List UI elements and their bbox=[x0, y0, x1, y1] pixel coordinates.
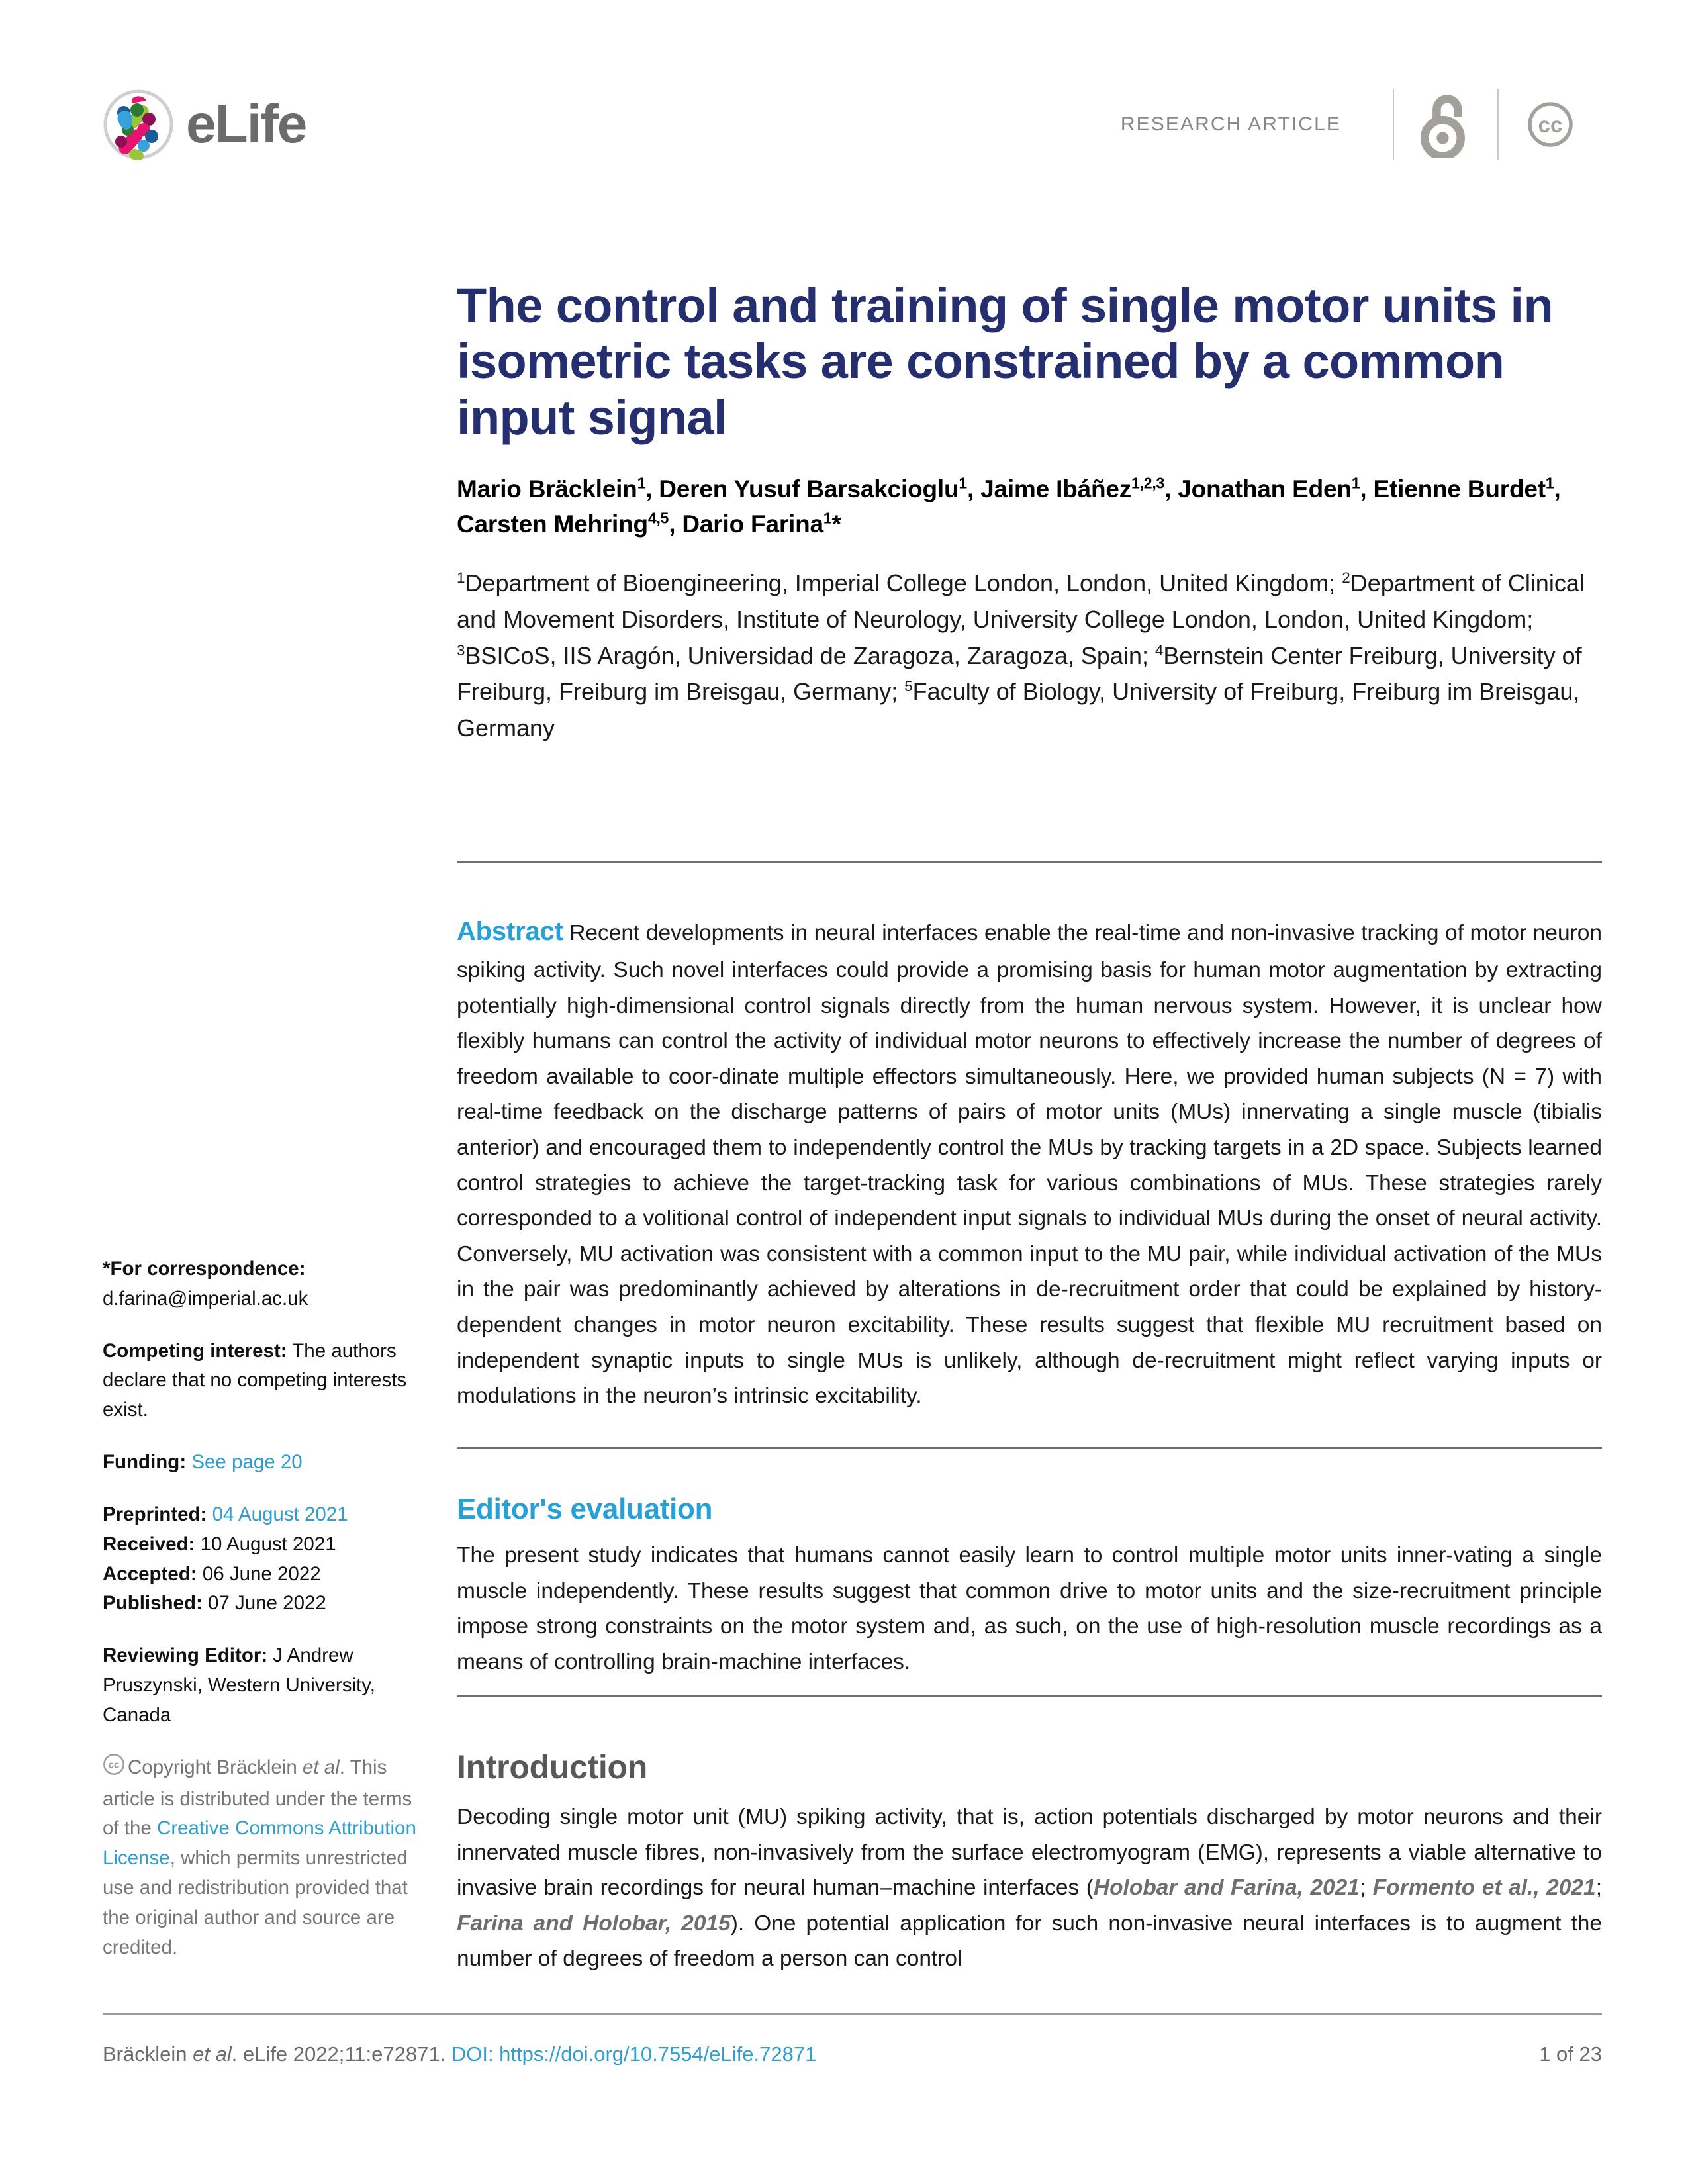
footer-citation bbox=[103, 2042, 1539, 2066]
copyright-block bbox=[103, 1753, 428, 1963]
preprinted-link[interactable]: 04 August 2021 bbox=[212, 1503, 348, 1525]
accepted-label: Accepted: bbox=[103, 1562, 197, 1585]
reviewing-editor-block bbox=[103, 1641, 428, 1730]
competing-interest-label: Competing interest: bbox=[103, 1339, 287, 1362]
author-list: Mario Bräcklein$^1$, Deren Yusuf Barsakcioglu$^1$, Jaime Ibáñez$^{1,2,3}$, Jonathan Eden$^1$, Etienne Burdet$^1$, Carsten Mehring$^{4,5}$, Dario Farina$^1$* bbox=[457, 474, 1561, 538]
preprinted-label: Preprinted: bbox=[103, 1503, 207, 1525]
elife-cell-logo-icon bbox=[103, 89, 174, 160]
competing-interest-text: The authors declare that no competing interests exist. bbox=[103, 1339, 407, 1421]
editor-evaluation-section bbox=[457, 1493, 1602, 1680]
article-type-label: RESEARCH ARTICLE bbox=[1120, 113, 1341, 135]
correspondence-block bbox=[103, 1255, 428, 1314]
creative-commons-icon[interactable] bbox=[1499, 101, 1602, 148]
title-block bbox=[457, 278, 1602, 747]
abstract-text: Recent developments in neural interfaces enable the real-time and non-invasive tracking of motor neuron spiking activity. Such novel interfaces could provide a promising basis for human motor augmentation by extracting potentially high-dimensional control signals directly from the human nervous system. However, it is unclear how flexibly humans can control the activity of individual motor neurons to effectively increase the number of degrees of freedom available to coor-dinate multiple effectors simultaneously. Here, we provided human subjects (N = 7) with real-time feedback on the discharge patterns of pairs of motor units (MUs) innervating a single muscle (tibialis anterior) and encouraged them to independently control the MUs by tracking targets in a 2D space. Subjects learned control strategies to achieve the target-tracking task for various combinations of MUs. These strategies rarely corresponded to a volitional control of independent input signals to individual MUs during the onset of neural activity. Conversely, MU activation was consistent with a common input to the MU pair, while individual activation of the MUs in the pair was predominantly achieved by alterations in de-recruitment order that could be explained by history-dependent changes in motor neuron excitability. These results suggest that flexible MU recruitment based on independent synaptic inputs to single MUs is unlikely, although de-recruitment might reflect varying inputs or modulations in the neuron’s intrinsic excitability. bbox=[457, 921, 1602, 1409]
footer-doi-label: DOI: bbox=[451, 2042, 500, 2065]
svg-text:cc: cc bbox=[1538, 112, 1563, 137]
page-footer bbox=[103, 2042, 1602, 2066]
introduction-heading: Introduction bbox=[457, 1748, 648, 1785]
affiliation-list: $^1$Department of Bioengineering, Imperial College London, London, United Kingdom; $^2$Department of Clinical and Movement Disorders, Institute of Neurology, University College London, London, United Kingdom; $^3$BSICoS, IIS Aragón, Universidad de Zaragoza, Zaragoza, Spain; $^4$Bernstein Center Freiburg, University of Freiburg, Freiburg im Breisgau, Germany; $^5$Faculty of Biology, University of Freiburg, Freiburg im Breisgau, Germany bbox=[457, 569, 1585, 742]
page-title: The control and training of single motor units in isometric tasks are constrained by a common input signal bbox=[457, 278, 1554, 445]
introduction-section bbox=[457, 1748, 1602, 1977]
abstract-paragraph bbox=[457, 910, 1602, 1414]
copyright-text-2: . This article is distributed under the terms of the bbox=[103, 1756, 412, 1840]
published-row bbox=[103, 1589, 428, 1619]
abstract-label: Abstract bbox=[457, 917, 563, 946]
open-access-lock-icon[interactable] bbox=[1394, 91, 1497, 158]
published-label: Published: bbox=[103, 1592, 203, 1615]
rule-above-introduction bbox=[457, 1695, 1602, 1697]
received-value: 10 August 2021 bbox=[200, 1533, 336, 1555]
editor-evaluation-text: The present study indicates that humans cannot easily learn to control multiple motor units inner-vating a single muscle independently. These results suggest that common drive to motor units and the size-recruitment principle impose strong constraints on the motor system and, as such, on the use of high-resolution muscle recordings as a means of controlling brain-machine interfaces. bbox=[457, 1543, 1602, 1674]
reviewing-editor-label: Reviewing Editor: bbox=[103, 1644, 268, 1667]
elife-logo[interactable] bbox=[103, 89, 306, 160]
received-label: Received: bbox=[103, 1533, 195, 1555]
creative-commons-icon bbox=[103, 1753, 125, 1785]
page-number: 1 of 23 bbox=[1539, 2042, 1602, 2065]
rule-above-editor-eval bbox=[457, 1447, 1602, 1449]
accepted-row bbox=[103, 1560, 428, 1590]
license-link[interactable]: Creative Commons Attribution License bbox=[103, 1817, 416, 1870]
competing-interest-block bbox=[103, 1337, 428, 1425]
page-header bbox=[103, 79, 1602, 169]
accepted-value: 06 June 2022 bbox=[202, 1562, 321, 1585]
header-right-group bbox=[1121, 89, 1602, 160]
footer-rule bbox=[103, 2013, 1602, 2015]
introduction-paragraph: Decoding single motor unit (MU) spiking activity, that is, action potentials discharged by motor neurons and their innervated muscle fibres, non-invasively from the surface electromyogram (EMG), represents a viable alternative to invasive brain recordings for neural human–machine interfaces (Holobar and Farina, 2021; Formento et al., 2021; Farina and Holobar, 2015). One potential application for such non-invasive neural interfaces is to augment the number of degrees of freedom a person can control bbox=[457, 1805, 1603, 1971]
copyright-text-1: Copyright Bräcklein bbox=[128, 1756, 303, 1778]
funding-label: Funding: bbox=[103, 1451, 187, 1474]
article-metadata-sidebar bbox=[103, 1255, 428, 1963]
funding-link[interactable]: See page 20 bbox=[191, 1451, 303, 1474]
rule-above-abstract bbox=[457, 861, 1602, 863]
dates-block bbox=[103, 1500, 428, 1619]
preprinted-row bbox=[103, 1500, 428, 1530]
abstract-section bbox=[457, 910, 1602, 1414]
editor-evaluation-heading: Editor's evaluation bbox=[457, 1493, 713, 1525]
svg-text:cc: cc bbox=[108, 1759, 120, 1771]
correspondence-email[interactable]: d.farina@imperial.ac.uk bbox=[103, 1287, 308, 1309]
footer-doi-link[interactable]: https://doi.org/10.7554/eLife.72871 bbox=[499, 2042, 817, 2065]
copyright-etal: et al bbox=[302, 1756, 340, 1778]
copyright-text-3: , which permits unrestricted use and redistribution provided that the original author and source are credited. bbox=[103, 1847, 408, 1958]
elife-wordmark: eLife bbox=[186, 93, 306, 154]
footer-citation-prefix: Bräcklein bbox=[103, 2042, 193, 2065]
footer-citation-mid: . eLife 2022;11:e72871. bbox=[231, 2042, 451, 2065]
reviewing-editor-value: J Andrew Pruszynski, Western University, Canada bbox=[103, 1644, 376, 1726]
correspondence-label: *For correspondence: bbox=[103, 1258, 306, 1280]
received-row bbox=[103, 1530, 428, 1560]
published-value: 07 June 2022 bbox=[208, 1592, 326, 1615]
funding-block bbox=[103, 1448, 428, 1478]
footer-citation-etal: et al bbox=[193, 2042, 232, 2065]
